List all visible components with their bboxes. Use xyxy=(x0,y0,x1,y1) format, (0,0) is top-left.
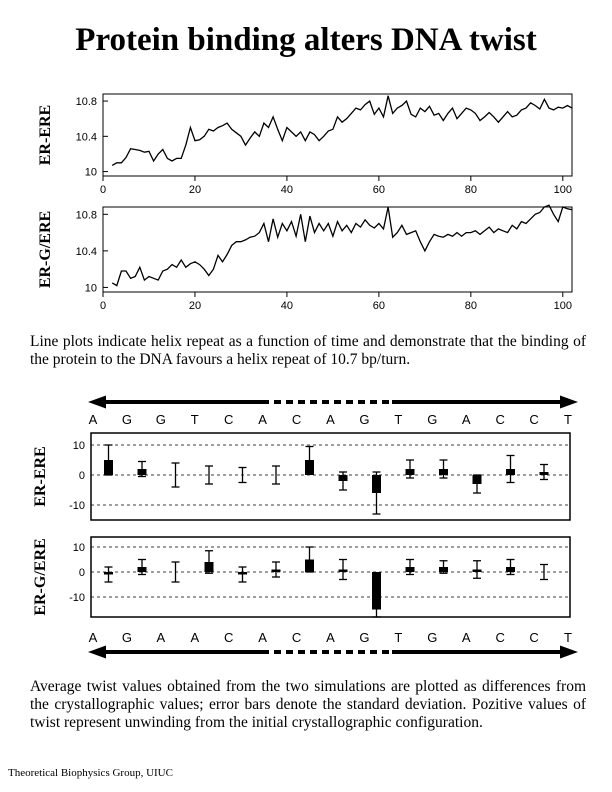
y-tick-label: 0 xyxy=(78,470,85,482)
arrow-head-right xyxy=(560,646,578,659)
series-line xyxy=(112,96,572,166)
x-tick-label: 80 xyxy=(464,184,477,196)
twist-bar xyxy=(372,475,381,493)
base-letter: C xyxy=(529,412,539,427)
plot-frame xyxy=(103,94,572,176)
twist-bar xyxy=(506,469,515,475)
twist-point xyxy=(305,447,314,476)
twist-point xyxy=(506,456,515,483)
plot-frame xyxy=(103,207,572,292)
twist-point xyxy=(138,462,147,477)
base-letter: C xyxy=(291,630,302,645)
plot-frame xyxy=(91,433,570,520)
base-letter: A xyxy=(461,630,471,645)
twist-point xyxy=(239,468,247,483)
twist-bar xyxy=(372,572,381,610)
base-letter: A xyxy=(88,630,98,645)
y-tick-label: 0 xyxy=(78,567,85,579)
y-tick-label: 10.8 xyxy=(75,209,97,222)
line-chart-er-g-ere xyxy=(37,205,572,312)
line-chart-er-ere xyxy=(37,94,572,196)
twist-bar xyxy=(305,560,314,573)
x-tick-label: 80 xyxy=(464,300,477,312)
twist-bar xyxy=(406,567,415,572)
y-tick-label: -10 xyxy=(69,500,85,512)
y-tick-label: 10 xyxy=(72,542,85,554)
twist-bar xyxy=(138,469,147,475)
base-letter: A xyxy=(156,630,166,645)
strand-arrow-top xyxy=(88,396,578,409)
base-letter: C xyxy=(224,412,234,427)
y-tick-label: 10 xyxy=(84,166,97,179)
base-letter: C xyxy=(495,412,505,427)
y-tick-label: 10 xyxy=(72,440,85,452)
twist-bar xyxy=(272,570,281,573)
base-letter: G xyxy=(427,630,438,645)
y-axis-label: ER-G/ERE xyxy=(37,210,54,289)
twist-bar xyxy=(406,469,415,475)
base-letter: T xyxy=(394,630,403,645)
base-letter: C xyxy=(495,630,505,645)
twist-point xyxy=(104,567,113,582)
twist-bar xyxy=(339,475,348,481)
sequence-bottom xyxy=(89,630,572,645)
base-letter: T xyxy=(564,412,572,427)
base-letter: C xyxy=(529,630,539,645)
y-tick-label: -10 xyxy=(69,592,85,604)
page-title: Protein binding alters DNA twist xyxy=(75,22,537,58)
base-letter: A xyxy=(258,630,267,645)
twist-point xyxy=(406,560,415,575)
y-tick-label: 10 xyxy=(84,282,97,295)
strand-arrow-bottom xyxy=(88,646,578,659)
base-letter: T xyxy=(564,630,572,645)
base-letter: G xyxy=(427,412,438,427)
base-letter: G xyxy=(359,630,370,645)
x-tick-label: 60 xyxy=(372,300,386,312)
series-line xyxy=(112,205,572,285)
x-tick-label: 0 xyxy=(99,300,107,312)
base-letter: T xyxy=(394,412,403,427)
twist-point xyxy=(406,460,415,478)
arrow-head-left xyxy=(88,646,106,659)
twist-bar xyxy=(439,567,448,572)
twist-point xyxy=(305,547,314,572)
x-tick-label: 40 xyxy=(280,184,294,196)
twist-bar xyxy=(104,572,113,575)
footer-credit: Theoretical Biophysics Group, UIUC xyxy=(8,767,173,779)
twist-point xyxy=(172,463,180,487)
base-letter: A xyxy=(258,412,267,427)
base-letter: G xyxy=(121,412,132,427)
twist-bar xyxy=(305,460,314,475)
base-letter: T xyxy=(190,412,199,427)
base-letter: C xyxy=(291,412,302,427)
twist-bar xyxy=(506,567,515,572)
y-tick-label: 10.4 xyxy=(75,131,97,144)
twist-point xyxy=(473,561,482,579)
base-letter: C xyxy=(224,630,234,645)
y-axis-label: ER-G/ERE xyxy=(32,538,49,616)
x-tick-label: 20 xyxy=(188,300,202,312)
twist-chart-er-ere xyxy=(32,433,570,520)
base-letter: G xyxy=(155,412,166,427)
twist-bar xyxy=(205,562,214,572)
twist-point xyxy=(473,475,482,493)
sequence-top xyxy=(89,412,572,427)
twist-point xyxy=(272,562,281,577)
twist-bar xyxy=(473,570,482,573)
y-tick-label: 10.8 xyxy=(75,96,97,109)
caption-twist-plots: Average twist values obtained from the two simulations are plotted as differences from the crystallographic values; error bars denote the standard deviation. Pozitive values of twist represent unwinding from the initial crystallographic configuration. xyxy=(30,678,586,731)
twist-bar xyxy=(339,570,348,573)
x-tick-label: 100 xyxy=(553,300,572,312)
twist-bar xyxy=(238,572,247,575)
x-tick-label: 40 xyxy=(280,300,294,312)
twist-point xyxy=(372,472,381,514)
y-tick-label: 10.4 xyxy=(75,245,97,258)
x-tick-label: 20 xyxy=(188,184,202,196)
twist-point xyxy=(439,561,448,574)
twist-point xyxy=(238,567,247,582)
base-letter: A xyxy=(461,412,471,427)
base-letter: A xyxy=(190,630,200,645)
twist-bar xyxy=(439,469,448,475)
base-letter: A xyxy=(326,412,335,427)
x-tick-label: 0 xyxy=(99,184,107,196)
base-letter: A xyxy=(326,630,335,645)
x-tick-label: 60 xyxy=(372,184,386,196)
twist-bar xyxy=(104,460,113,475)
twist-bar xyxy=(540,472,549,475)
twist-point xyxy=(540,465,549,480)
twist-point xyxy=(339,560,348,580)
y-axis-label: ER-ERE xyxy=(32,446,49,507)
twist-bar xyxy=(473,475,482,484)
caption-line-plots: Line plots indicate helix repeat as a function of time and demonstrate that the binding of the protein to the DNA favours a helix repeat of 10.7 bp/turn. xyxy=(30,333,586,368)
twist-bar xyxy=(138,567,147,572)
y-axis-label: ER-ERE xyxy=(37,104,54,166)
twist-point xyxy=(104,445,113,475)
arrow-head-left xyxy=(88,396,106,409)
base-letter: G xyxy=(359,412,370,427)
twist-point xyxy=(205,551,214,574)
twist-point xyxy=(372,572,381,617)
plot-frame xyxy=(91,537,570,617)
base-letter: A xyxy=(88,412,98,427)
arrow-head-right xyxy=(560,396,578,409)
base-letter: G xyxy=(121,630,132,645)
x-tick-label: 100 xyxy=(553,184,572,196)
twist-point xyxy=(172,562,180,582)
twist-chart-er-g-ere xyxy=(32,537,570,617)
